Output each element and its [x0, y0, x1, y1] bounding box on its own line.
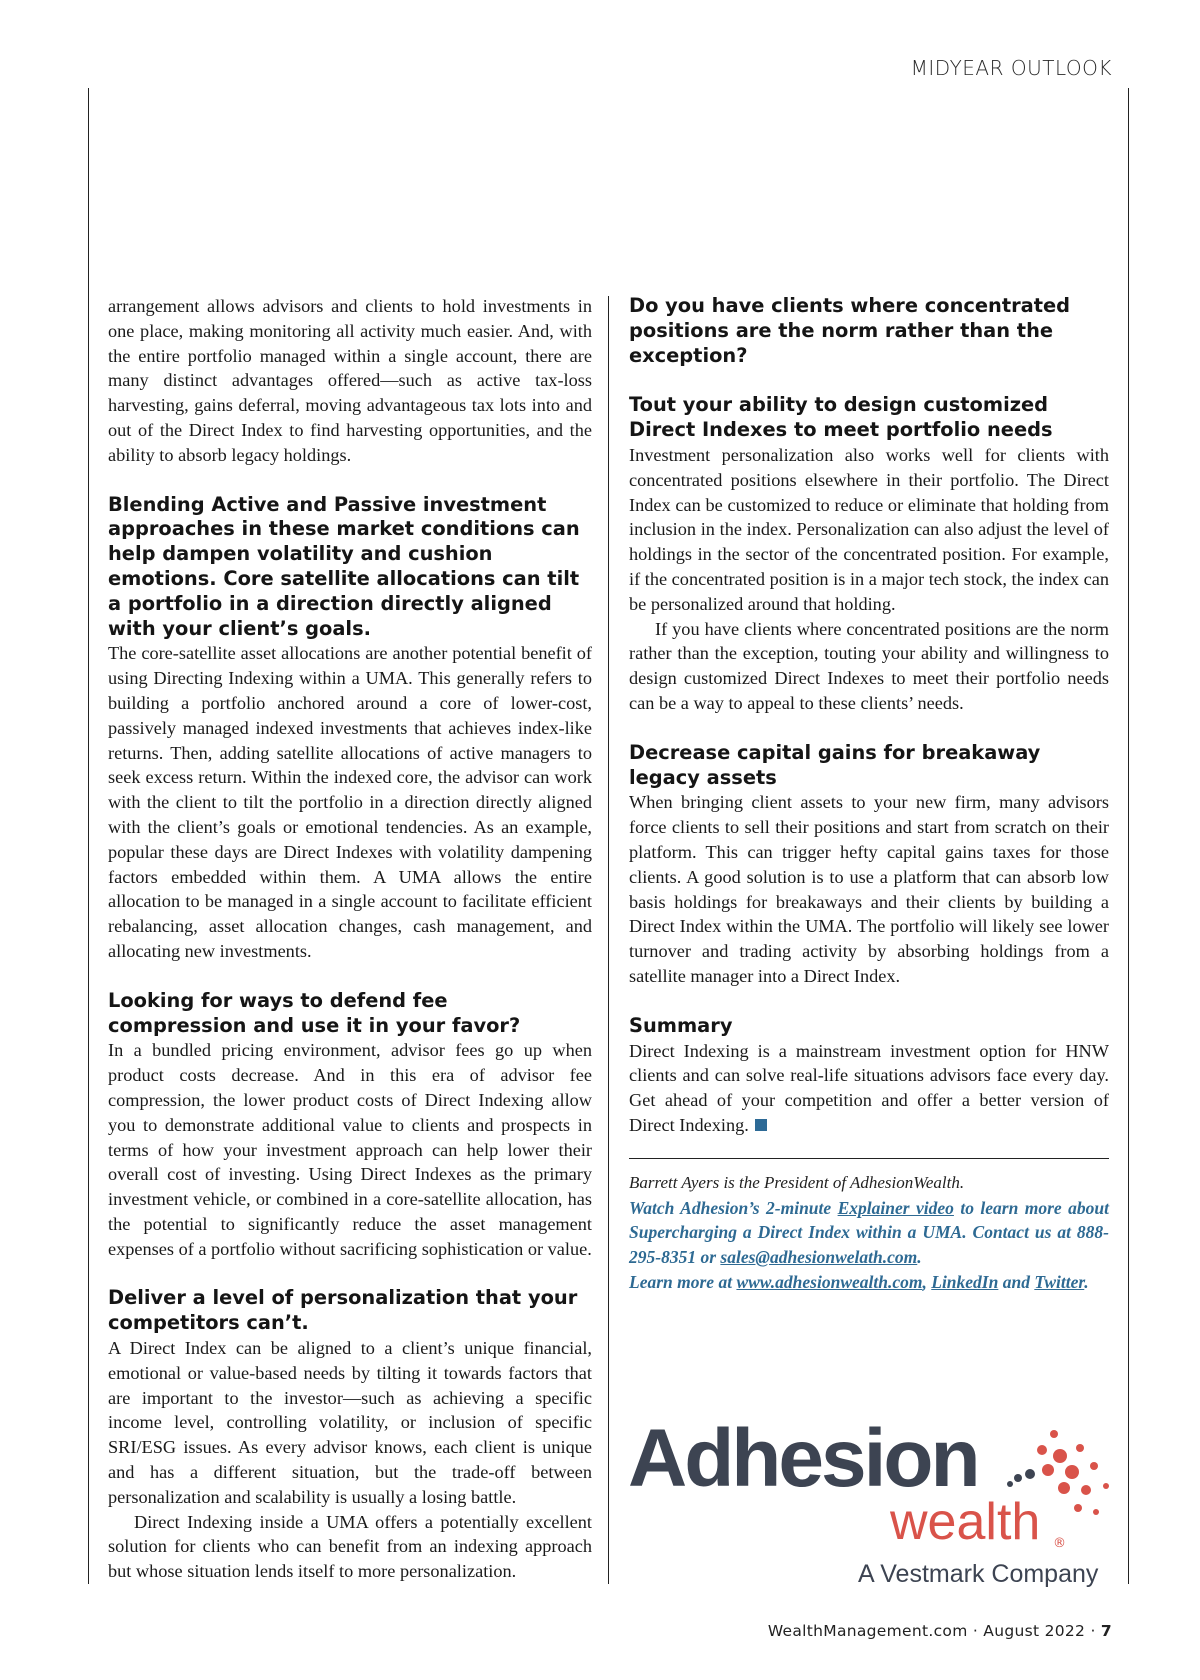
personalization-heading: Deliver a level of personalization that your competitors can’t. — [108, 1286, 578, 1335]
cta2-pre: Learn more at — [629, 1271, 737, 1292]
logo-registered-mark: ® — [1053, 1536, 1066, 1551]
byline-divider — [629, 1158, 1109, 1159]
cta2-and: and — [998, 1271, 1035, 1292]
footer-issue: August 2022 — [983, 1622, 1086, 1640]
question-heading: Do you have clients where concentrated positions are the norm rather than the exception? — [629, 294, 1071, 367]
right-rule — [1128, 88, 1129, 1584]
intro-paragraph: arrangement allows advisors and clients to hold investments in one place, making monitoring all activity much easier. And, with the entire portfolio managed within a single account, there are many distinct advantages offered—such as active tax-loss harvesting, gains deferral, moving advantageous tax lots into and out of the Direct Index to find harvesting opportunities, and the ability to absorb legacy holdings. — [108, 296, 592, 465]
logo-wordmark: Adhesion — [628, 1413, 978, 1504]
page-number: 7 — [1100, 1622, 1112, 1640]
end-mark-square-icon — [755, 1119, 767, 1131]
column-divider — [608, 296, 609, 1584]
logo-tagline: A Vestmark Company — [858, 1560, 1099, 1588]
personalization-paragraph-2: Direct Indexing inside a UMA offers a potentially excellent solution for clients who can benefit from an indexing approach but whose situation lends itself to more personalization. — [108, 1511, 592, 1582]
video-cta — [629, 1196, 1109, 1270]
personalization-paragraph-1: A Direct Index can be aligned to a client’s unique financial, emotional or value-based needs by tilting it towards factors that are important to the investor—such as achieving a specific income level, controlling volatility, or inclusion of specific SRI/ESG issues. As every advisor knows, each client is unique and has a different situation, but the trade-off between personalization and scalability is usually a losing battle. — [108, 1338, 592, 1507]
twitter-link[interactable]: Twitter — [1034, 1271, 1085, 1292]
summary-paragraph — [629, 1039, 1109, 1138]
author-byline: Barrett Ayers is the President of AdhesionWealth. — [629, 1172, 965, 1192]
footer-site: WealthManagement.com — [767, 1622, 968, 1640]
footer-sep-2: · — [1085, 1622, 1101, 1640]
cta2-sep: , — [922, 1271, 932, 1292]
footer-sep-1: · — [967, 1622, 984, 1640]
cta1-end: . — [917, 1247, 922, 1268]
tout-paragraph-2: If you have clients where concentrated positions are the norm rather than the exception, touting your ability and willingness to design customized Direct Indexes to meet their portfolio needs can be a way to appeal to these clients’ needs. — [629, 618, 1109, 713]
summary-heading: Summary — [629, 1013, 733, 1037]
website-link[interactable]: www.adhesionwealth.com — [736, 1271, 923, 1292]
summary-text: Direct Indexing is a mainstream investment option for HNW clients and can solve real-life situations advisors face every day. Get ahead of your competition and offer a better version of Direct Indexing. — [629, 1040, 1109, 1135]
fee-paragraph: In a bundled pricing environment, advisor fees go up when product costs decrease. And in this era of advisor fee compression, the lower product costs of Direct Indexing allow you to demonstrate additional value to clients and prospects in terms of how your investment approach can help lower their overall cost of investing. Using Direct Indexes as the primary investment vehicle, or combined in a core-satellite allocation, has the potential to significantly reduce the asset management expenses of a portfolio without sacrificing sophistication or value. — [108, 1040, 592, 1259]
learn-more-cta — [629, 1270, 1109, 1295]
left-rule — [88, 88, 89, 1584]
tout-paragraph-1: Investment personalization also works well for clients with concentrated positions elsewhere in their portfolio. The Direct Index can be customized to reduce or eliminate that holding from inclusion in the index. Personalization can also adjust the level of holdings in the sector of the concentrated position. For example, if the concentrated position is in a major tech stock, the index can be personalized around that holding. — [629, 444, 1109, 614]
fee-heading: Looking for ways to defend fee compression and use it in your favor? — [108, 988, 521, 1037]
adhesion-wealth-logo — [628, 1413, 1128, 1598]
left-column — [108, 294, 592, 1584]
explainer-video-link[interactable]: Explainer video — [837, 1197, 954, 1218]
cta1-mid: to learn more about Supercharging a Direct Index within a UMA. Contact us at 888-295-8351 or — [629, 1197, 1109, 1268]
section-label: MIDYEAR OUTLOOK — [910, 56, 1112, 80]
capital-gains-paragraph: When bringing client assets to your new firm, many advisors force clients to sell their positions and start from scratch on their platform. This can trigger hefty capital gains taxes for those clients. A good solution is to use a platform that can absorb low basis holdings for breakaways and their clients by building a Direct Index within the UMA. The portfolio will likely see lower turnover and trading activity by absorbing holdings from a satellite manager into a Direct Index. — [629, 792, 1109, 986]
cta2-end: . — [1084, 1271, 1089, 1292]
sales-email-link[interactable]: sales@adhesionwelath.com — [720, 1247, 918, 1268]
linkedin-link[interactable]: LinkedIn — [931, 1271, 999, 1292]
capital-gains-heading: Decrease capital gains for breakaway legacy assets — [629, 740, 1041, 789]
logo-subword: wealth — [890, 1493, 1041, 1551]
blending-paragraph: The core-satellite asset allocations are another potential benefit of using Directing Indexing within a UMA. This generally refers to building a portfolio anchored around a core of lower-cost, passively managed indexed investments that achieves index-like returns. Then, adding satellite allocations of active managers to seek excess return. Within the indexed core, the advisor can work with the client to tilt the portfolio in a direction directly aligned with the client’s goals or emotional tendencies. As an example, popular these days are Direct Indexes with volatility dampening factors embedded within them. A UMA allows the entire allocation to be managed in a single account to facilitate efficient rebalancing, asset allocation changes, cash management, and allocating new investments. — [108, 643, 592, 961]
tout-heading: Tout your ability to design customized Direct Indexes to meet portfolio needs — [629, 393, 1053, 442]
blending-heading: Blending Active and Passive investment approaches in these market conditions can help dampen volatility and cushion emotions. Core satellite allocations can tilt a portfolio in a direction directly aligned with your client’s goals. — [108, 492, 580, 640]
page-footer — [768, 1622, 1112, 1640]
cta1-pre: Watch Adhesion’s 2-minute — [629, 1197, 838, 1218]
right-column — [629, 294, 1109, 1295]
